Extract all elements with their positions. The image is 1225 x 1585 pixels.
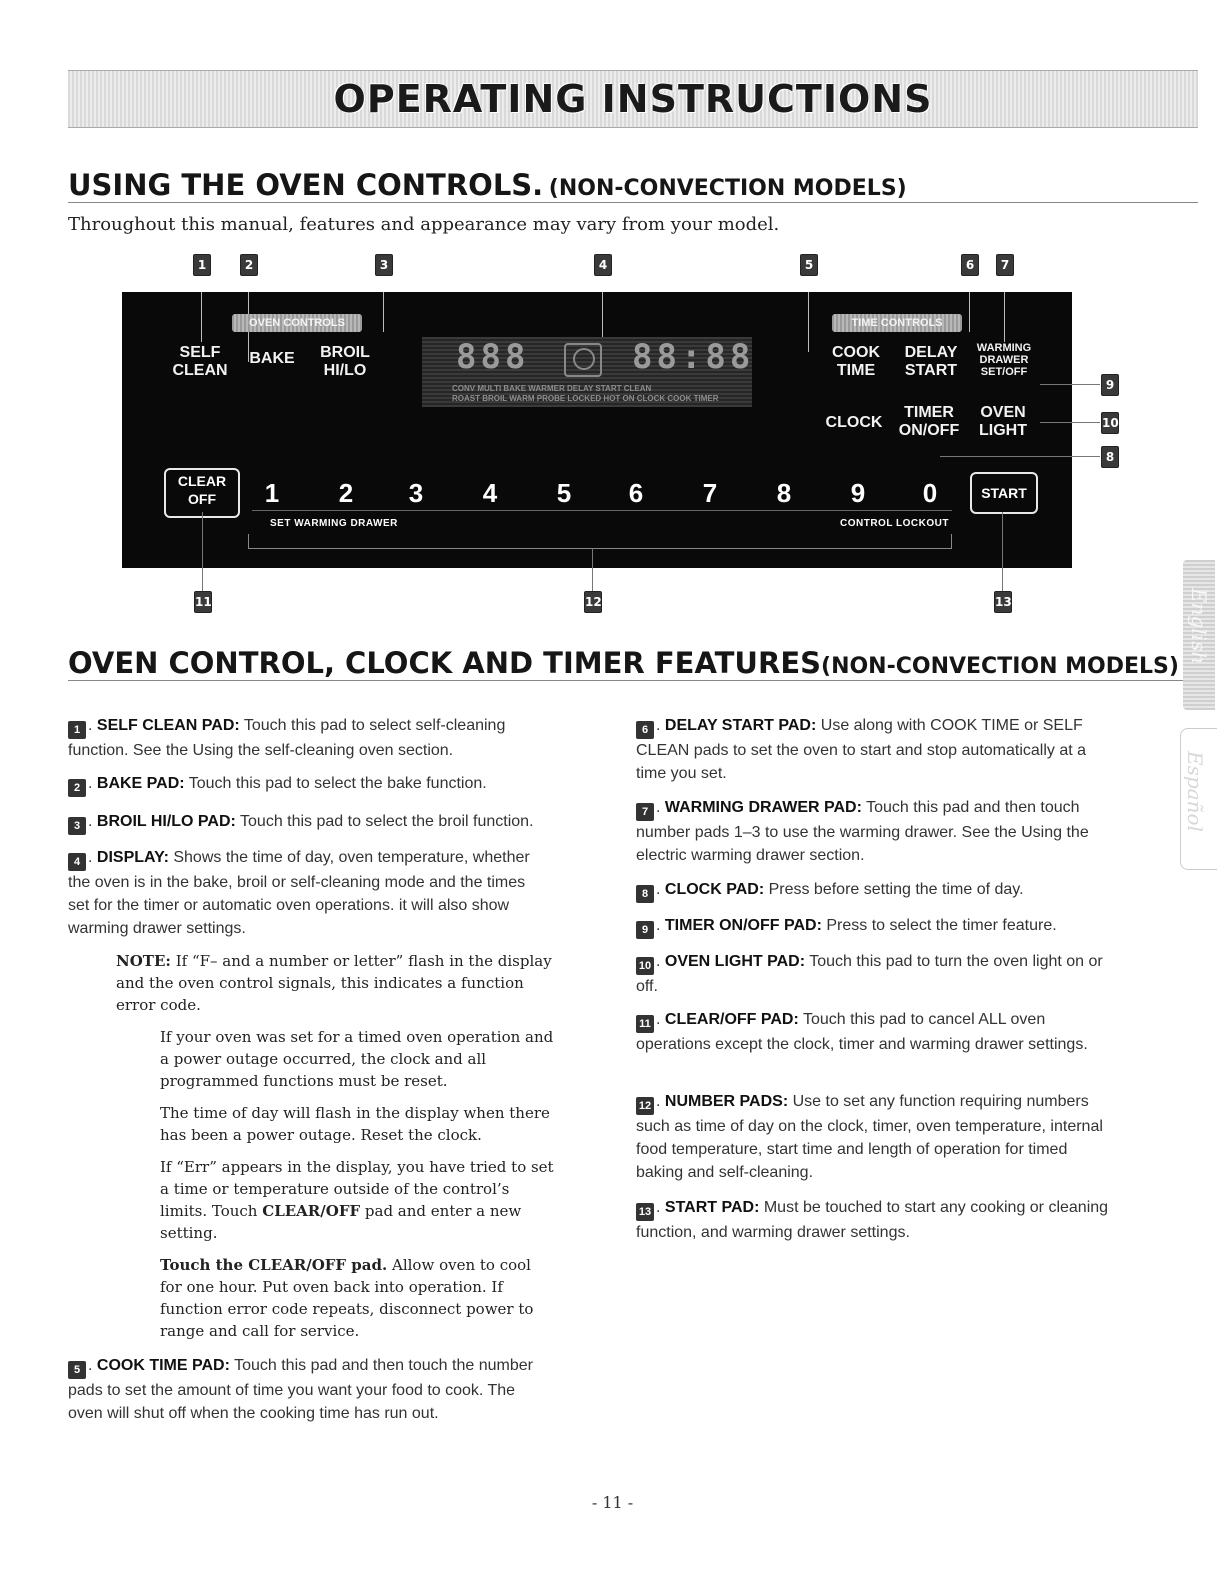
feature-text: Touch this pad and then touch number pads 1–3 to use the warming drawer. See the Using the electric warming drawer section. bbox=[636, 799, 1089, 864]
language-tab-english[interactable] bbox=[1183, 560, 1215, 710]
note-paragraph: If your oven was set for a timed oven operation and a power outage occurred, the clock and all programmed functions must be reset. bbox=[160, 1028, 554, 1090]
note-paragraph: The time of day will flash in the display when there has been a power outage. Reset the clock. bbox=[160, 1104, 550, 1144]
feature-number: 1 bbox=[68, 721, 86, 739]
banner-title: OPERATING INSTRUCTIONS bbox=[333, 77, 933, 121]
set-warming-drawer-label: SET WARMING DRAWER bbox=[270, 518, 398, 529]
feature-text: Touch this pad to turn the oven light on or off. bbox=[636, 953, 1103, 995]
callout-13: 13 bbox=[994, 591, 1012, 613]
display-digits-left: 888 bbox=[456, 337, 530, 377]
fan-icon bbox=[564, 343, 602, 377]
feature-heading: DELAY START PAD: bbox=[664, 717, 817, 734]
number-pad-7[interactable]: 7 bbox=[702, 478, 718, 508]
feature-heading: CLEAR/OFF PAD: bbox=[664, 1011, 799, 1028]
number-pad-4[interactable]: 4 bbox=[482, 478, 498, 508]
section2-divider bbox=[68, 680, 1198, 681]
oven-display bbox=[422, 337, 755, 407]
leader-line bbox=[940, 456, 1100, 457]
feature-number: 9 bbox=[636, 921, 654, 939]
keypad-bracket bbox=[248, 534, 952, 549]
section2-title-suffix: (NON-CONVECTION MODELS) bbox=[821, 654, 1179, 679]
note-block bbox=[116, 950, 556, 1352]
feature-number-pads: 12 . NUMBER PADS: Use to set any function requiring numbers such as time of day on the clock, timer, oven temperature, internal food temperature, start time and length of operation for timed baking and self-cleaning. bbox=[636, 1093, 1103, 1181]
language-tab-label: English bbox=[1187, 588, 1211, 665]
leader-line bbox=[969, 292, 970, 332]
feature-timer: 9 . TIMER ON/OFF PAD: Press to select the timer feature. bbox=[636, 914, 1116, 939]
note-paragraph: Touch the CLEAR/OFF pad. Allow oven to cool for one hour. Put oven back into operation. If function error code repeats, disconnect power to range and call for service. bbox=[160, 1256, 534, 1340]
number-pad-0[interactable]: 0 bbox=[922, 478, 938, 508]
feature-cook-time: 5 . COOK TIME PAD: Touch this pad and then touch the number pads to set the amount of time you want your food to cook. The oven will shut off when the cooking time has run out. bbox=[68, 1357, 533, 1422]
feature-number: 3 bbox=[68, 817, 86, 835]
feature-heading: BAKE PAD: bbox=[96, 775, 185, 792]
feature-heading: OVEN LIGHT PAD: bbox=[664, 953, 806, 970]
section2-title bbox=[68, 646, 1179, 680]
number-pad-1[interactable]: 1 bbox=[264, 478, 280, 508]
leader-line bbox=[1002, 512, 1003, 592]
note-paragraph: If “Err” appears in the display, you have tried to set a time or temperature outside of the control’s limits. Touch CLEAR/OFF pad and enter a new setting. bbox=[160, 1158, 554, 1242]
section-subtitle: Throughout this manual, features and appearance may vary from your model. bbox=[68, 214, 780, 235]
feature-warming-drawer: 7 . WARMING DRAWER PAD: Touch this pad and then touch number pads 1–3 to use the warming drawer. See the Using the electric warming drawer section. bbox=[636, 799, 1089, 864]
feature-heading: NUMBER PADS: bbox=[664, 1093, 789, 1110]
section-title bbox=[68, 168, 907, 202]
leader-line bbox=[592, 548, 593, 592]
feature-number: 2 bbox=[68, 779, 86, 797]
display-digits-right: 88:88 bbox=[632, 337, 755, 377]
feature-text: Touch this pad to select the broil function. bbox=[235, 813, 534, 830]
feature-text: Touch this pad to cancel ALL oven operations except the clock, timer and warming drawer settings. bbox=[636, 1011, 1088, 1053]
language-tab-label: Español bbox=[1183, 751, 1207, 832]
start-pad[interactable]: START bbox=[970, 472, 1038, 514]
feature-text: Shows the time of day, oven temperature, whether the oven is in the bake, broil or self-cleaning mode and the times set for the timer or automatic oven operations. it will also show warming drawer settings. bbox=[68, 849, 530, 937]
self-clean-pad[interactable]: SELF CLEAN bbox=[172, 344, 228, 379]
feature-number: 4 bbox=[68, 853, 86, 871]
feature-heading: START PAD: bbox=[664, 1199, 760, 1216]
feature-heading: TIMER ON/OFF PAD: bbox=[664, 917, 822, 934]
feature-clock: 8 . CLOCK PAD: Press before setting the time of day. bbox=[636, 878, 1116, 903]
feature-number: 6 bbox=[636, 721, 654, 739]
feature-text: Press to select the timer feature. bbox=[821, 917, 1057, 934]
display-indicators-row2: ROAST BROIL WARM PROBE LOCKED HOT ON CLOCK COOK TIMER bbox=[452, 394, 719, 403]
feature-broil: 3 . BROIL HI/LO PAD: Touch this pad to select the broil function. bbox=[68, 810, 548, 835]
feature-self-clean: 1 . SELF CLEAN PAD: Touch this pad to select self-cleaning function. See the Using the self-cleaning oven section. bbox=[68, 717, 506, 759]
callout-6: 6 bbox=[961, 254, 979, 276]
oven-light-pad[interactable]: OVEN LIGHT bbox=[979, 404, 1027, 439]
callout-5: 5 bbox=[800, 254, 818, 276]
feature-delay-start: 6 . DELAY START PAD: Use along with COOK TIME or SELF CLEAN pads to set the oven to start and stop automatically at a time you set. bbox=[636, 717, 1087, 782]
section-title-main: USING THE OVEN CONTROLS. bbox=[68, 168, 544, 202]
broil-pad[interactable]: BROIL HI/LO bbox=[320, 344, 370, 379]
leader-line bbox=[202, 512, 203, 592]
feature-number: 8 bbox=[636, 885, 654, 903]
section-title-suffix: (NON-CONVECTION MODELS) bbox=[548, 176, 907, 201]
callout-7: 7 bbox=[996, 254, 1014, 276]
feature-heading: CLOCK PAD: bbox=[664, 881, 765, 898]
callout-4: 4 bbox=[594, 254, 612, 276]
feature-number: 12 bbox=[636, 1097, 654, 1115]
feature-text: Touch this pad to select the bake function. bbox=[184, 775, 487, 792]
number-pad-9[interactable]: 9 bbox=[850, 478, 866, 508]
warming-drawer-pad[interactable]: WARMING DRAWER SET/OFF bbox=[976, 342, 1032, 378]
key-rule bbox=[252, 510, 952, 511]
feature-heading: WARMING DRAWER PAD: bbox=[664, 799, 862, 816]
feature-text: Must be touched to start any cooking or cleaning function, and warming drawer settings. bbox=[636, 1199, 1109, 1241]
oven-controls-tag: OVEN CONTROLS bbox=[232, 314, 362, 332]
delay-start-pad[interactable]: DELAY START bbox=[904, 344, 958, 379]
page-number: - 11 - bbox=[591, 1493, 634, 1512]
feature-heading: DISPLAY: bbox=[96, 849, 169, 866]
callout-1: 1 bbox=[193, 254, 211, 276]
feature-text: Use along with COOK TIME or SELF CLEAN pads to set the oven to start and stop automatically at a time you set. bbox=[636, 717, 1087, 782]
callout-3: 3 bbox=[375, 254, 393, 276]
leader-line bbox=[1004, 292, 1005, 342]
number-pad-8[interactable]: 8 bbox=[776, 478, 792, 508]
header-banner bbox=[68, 70, 1198, 128]
feature-text: Touch this pad and then touch the number pads to set the amount of time you want your food to cook. The oven will shut off when the cooking time has run out. bbox=[68, 1357, 533, 1422]
feature-bake: 2 . BAKE PAD: Touch this pad to select the bake function. bbox=[68, 772, 548, 797]
feature-text: Touch this pad to select self-cleaning function. See the Using the self-cleaning oven section. bbox=[68, 717, 506, 759]
note-label: NOTE: bbox=[116, 952, 171, 970]
number-pad-5[interactable]: 5 bbox=[556, 478, 572, 508]
callout-2: 2 bbox=[240, 254, 258, 276]
feature-text: Use to set any function requiring numbers such as time of day on the clock, timer, oven temperature, internal food temperature, start time and length of operation for timed baking and self-cleaning. bbox=[636, 1093, 1103, 1181]
callout-10: 10 bbox=[1101, 412, 1119, 434]
feature-number: 10 bbox=[636, 957, 654, 975]
bake-pad[interactable]: BAKE bbox=[249, 350, 295, 367]
callout-12: 12 bbox=[584, 591, 602, 613]
note-paragraph: NOTE: If “F– and a number or letter” flash in the display and the oven control signals, this indicates a function error code. bbox=[116, 952, 552, 1014]
feature-oven-light: 10 . OVEN LIGHT PAD: Touch this pad to turn the oven light on or off. bbox=[636, 953, 1103, 995]
section-divider bbox=[68, 202, 1198, 203]
feature-clear-off: 11 . CLEAR/OFF PAD: Touch this pad to cancel ALL oven operations except the clock, timer and warming drawer settings. bbox=[636, 1011, 1088, 1053]
feature-heading: BROIL HI/LO PAD: bbox=[96, 813, 236, 830]
section2-title-main: OVEN CONTROL, CLOCK AND TIMER FEATURES bbox=[68, 646, 822, 680]
number-pad-6[interactable]: 6 bbox=[628, 478, 644, 508]
callout-11: 11 bbox=[194, 591, 212, 613]
leader-line bbox=[808, 292, 809, 352]
timer-on-off-pad[interactable]: TIMER ON/OFF bbox=[898, 404, 960, 439]
feature-display: 4 . DISPLAY: Shows the time of day, oven temperature, whether the oven is in the bake, broil or self-cleaning mode and the times set for the timer or automatic oven operations. it will also show warming drawer settings. bbox=[68, 849, 530, 937]
cook-time-pad[interactable]: COOK TIME bbox=[832, 344, 880, 379]
language-tab-espanol[interactable] bbox=[1180, 728, 1217, 870]
feature-heading: SELF CLEAN PAD: bbox=[96, 717, 240, 734]
leader-line bbox=[1040, 422, 1100, 423]
feature-start: 13 . START PAD: Must be touched to start any cooking or cleaning function, and warming drawer settings. bbox=[636, 1199, 1109, 1241]
feature-number: 7 bbox=[636, 803, 654, 821]
number-pad-2[interactable]: 2 bbox=[338, 478, 354, 508]
leader-line bbox=[1040, 384, 1100, 385]
feature-text: Press before setting the time of day. bbox=[764, 881, 1024, 898]
control-lockout-label: CONTROL LOCKOUT bbox=[840, 518, 949, 529]
time-controls-tag: TIME CONTROLS bbox=[832, 314, 962, 332]
number-pad-3[interactable]: 3 bbox=[408, 478, 424, 508]
display-indicators-row1: CONV MULTI BAKE WARMER DELAY START CLEAN bbox=[452, 384, 652, 393]
feature-number: 11 bbox=[636, 1015, 654, 1033]
control-panel bbox=[122, 292, 1072, 568]
leader-line bbox=[201, 292, 202, 342]
feature-number: 5 bbox=[68, 1361, 86, 1379]
callout-9: 9 bbox=[1101, 374, 1119, 396]
feature-number: 13 bbox=[636, 1203, 654, 1221]
callout-8: 8 bbox=[1101, 446, 1119, 468]
fan-icon-ring bbox=[573, 348, 595, 370]
leader-line bbox=[383, 292, 384, 332]
feature-heading: COOK TIME PAD: bbox=[96, 1357, 230, 1374]
clear-off-pad[interactable]: CLEAR OFF bbox=[164, 468, 240, 518]
clock-pad[interactable]: CLOCK bbox=[825, 414, 883, 431]
